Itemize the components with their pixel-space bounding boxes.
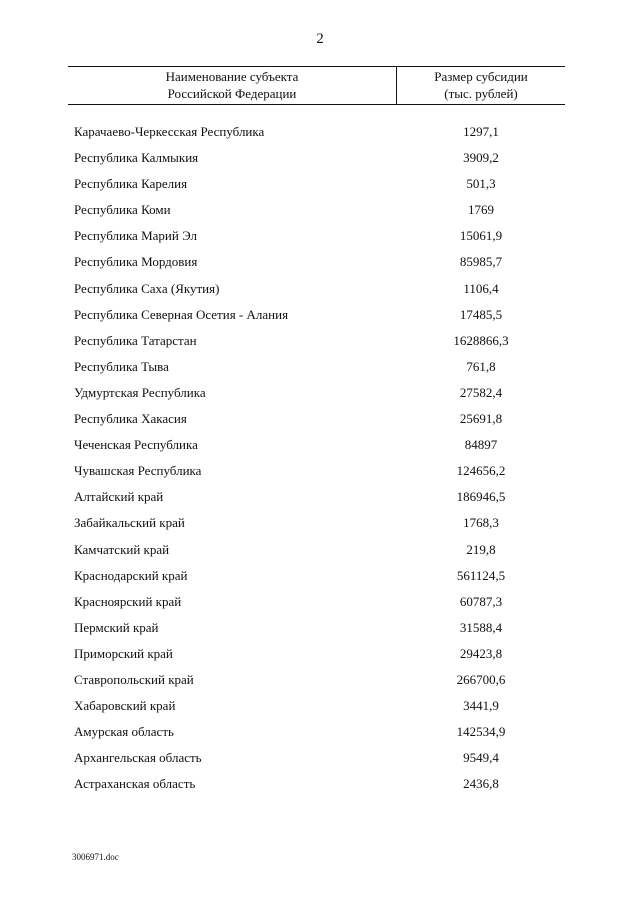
subject-name: Республика Северная Осетия - Алания (74, 306, 289, 322)
table-row (0, 537, 640, 563)
table-row (0, 354, 640, 380)
table-row (0, 119, 640, 145)
subsidy-amount: 15061,9 (459, 228, 503, 244)
table-row (0, 328, 640, 354)
table-body (0, 119, 640, 797)
column-header-subject (68, 68, 396, 102)
subsidy-amount: 17485,5 (459, 306, 503, 322)
subject-name: Удмуртская Республика (74, 384, 206, 400)
column-header-subsidy (397, 68, 565, 102)
subject-name: Республика Тыва (74, 358, 169, 374)
table-row (0, 589, 640, 615)
table-row (0, 432, 640, 458)
subject-name: Архангельская область (74, 750, 202, 766)
subject-name: Забайкальский край (74, 515, 185, 531)
table-row (0, 197, 640, 223)
subsidy-amount: 186946,5 (456, 489, 506, 505)
subsidy-amount: 1628866,3 (453, 332, 509, 348)
table-header (68, 66, 565, 105)
document-code: 3006971.doc (72, 852, 119, 862)
subsidy-amount: 29423,8 (459, 645, 503, 661)
column-header-subsidy-line1: Размер субсидии (434, 69, 528, 84)
subject-name: Краснодарский край (74, 567, 188, 583)
subject-name: Республика Карелия (74, 176, 188, 192)
subject-name: Ставропольский край (74, 671, 194, 687)
table-row (0, 615, 640, 641)
subsidy-amount: 60787,3 (459, 593, 503, 609)
subsidy-amount: 85985,7 (459, 254, 503, 270)
subject-name: Камчатский край (74, 541, 170, 557)
subject-name: Чувашская Республика (74, 463, 202, 479)
table-row (0, 484, 640, 510)
subsidy-amount: 3441,9 (463, 698, 499, 714)
table-row (0, 223, 640, 249)
subject-name: Амурская область (74, 724, 174, 740)
subsidy-amount: 9549,4 (463, 750, 499, 766)
subject-name: Карачаево-Черкесская Республика (74, 124, 265, 139)
subject-name: Алтайский край (74, 489, 164, 505)
subsidy-amount: 31588,4 (459, 619, 503, 635)
subsidy-amount: 27582,4 (459, 384, 503, 400)
table-row (0, 380, 640, 406)
subsidy-amount: 761,8 (466, 358, 496, 374)
subsidy-amount: 84897 (464, 437, 498, 453)
subject-name: Республика Татарстан (74, 332, 197, 348)
subsidy-amount: 2436,8 (463, 776, 499, 792)
table-row (0, 693, 640, 719)
subject-name: Республика Саха (Якутия) (74, 280, 220, 296)
subject-name: Приморский край (74, 645, 173, 661)
page-number: 2 (316, 31, 324, 47)
subject-name: Чеченская Республика (74, 437, 198, 453)
subsidy-amount: 124656,2 (456, 463, 506, 479)
subsidy-amount: 266700,6 (456, 671, 506, 687)
table-row (0, 171, 640, 197)
subsidy-amount: 561124,5 (456, 567, 506, 583)
table-row (0, 667, 640, 693)
subsidy-amount: 501,3 (466, 176, 496, 192)
subject-name: Хабаровский край (74, 698, 176, 714)
subject-name: Республика Коми (74, 202, 171, 218)
column-header-subsidy-line2: (тыс. рублей) (444, 86, 518, 101)
subject-name: Республика Калмыкия (74, 150, 199, 166)
subsidy-amount: 1768,3 (463, 515, 499, 531)
subject-name: Астраханская область (74, 776, 196, 792)
table-row (0, 249, 640, 275)
table-row (0, 302, 640, 328)
subject-name: Республика Хакасия (74, 411, 187, 427)
table-row (0, 510, 640, 536)
table-row (0, 641, 640, 667)
subsidy-amount: 25691,8 (459, 411, 503, 427)
table-row (0, 563, 640, 589)
subject-name: Республика Мордовия (74, 254, 198, 270)
table-row (0, 771, 640, 797)
subsidy-amount: 1297,1 (463, 124, 499, 139)
subject-name: Пермский край (74, 619, 159, 635)
subsidy-amount: 219,8 (466, 541, 496, 557)
subject-name: Республика Марий Эл (74, 228, 197, 244)
subsidy-amount: 1769 (468, 202, 494, 218)
column-header-subject-line2: Российской Федерации (167, 86, 297, 101)
subsidy-amount: 142534,9 (456, 724, 506, 740)
table-row (0, 745, 640, 771)
subsidy-amount: 3909,2 (463, 150, 499, 166)
table-row (0, 276, 640, 302)
table-row (0, 719, 640, 745)
table-row (0, 406, 640, 432)
subject-name: Красноярский край (74, 593, 182, 609)
table-row (0, 145, 640, 171)
column-header-subject-line1: Наименование субъекта (165, 69, 299, 84)
subsidy-amount: 1106,4 (463, 280, 499, 296)
table-row (0, 458, 640, 484)
